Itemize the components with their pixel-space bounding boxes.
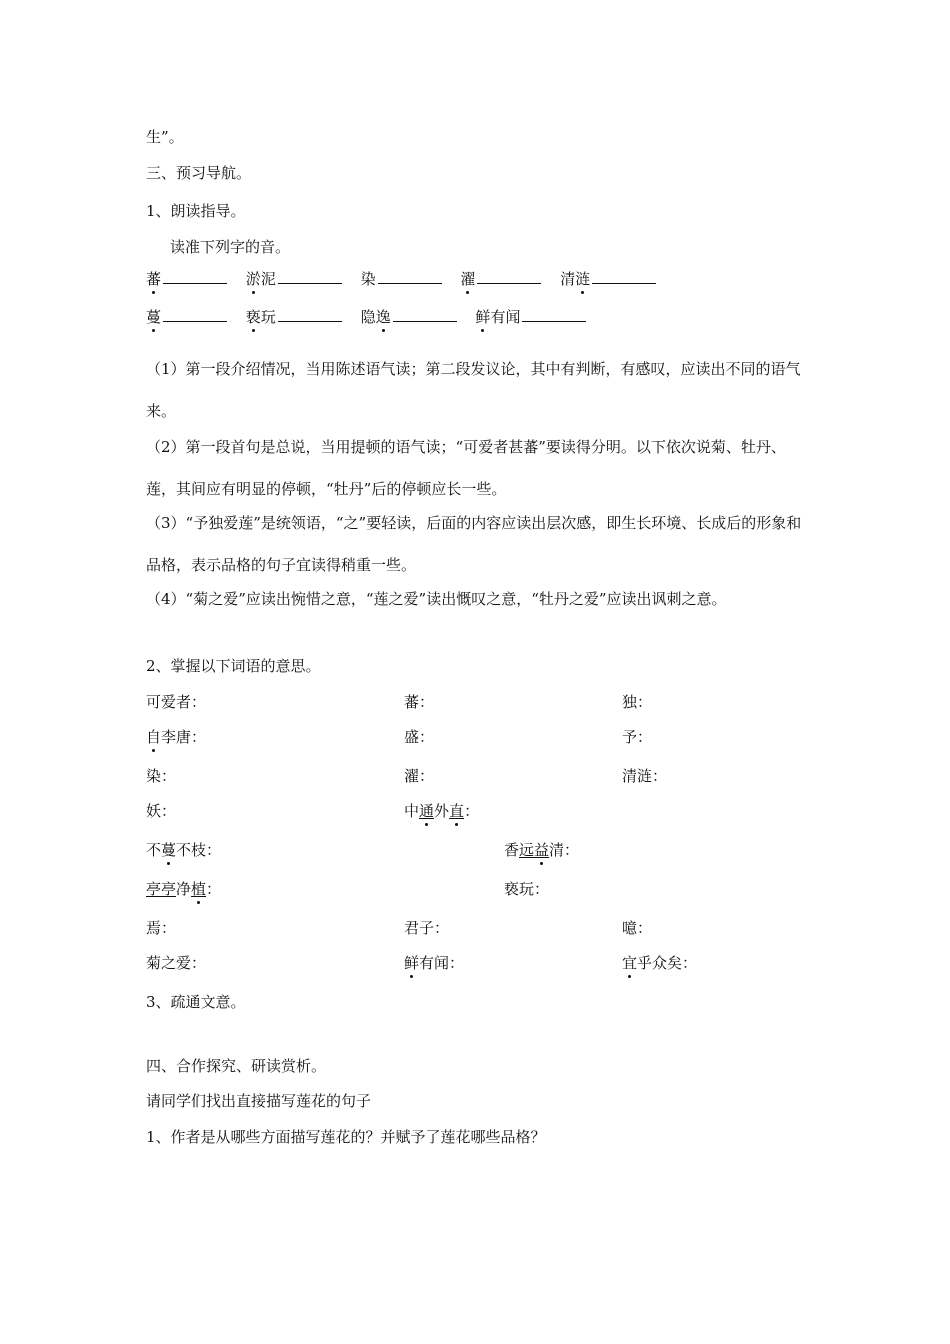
vocab-item: 焉： xyxy=(146,919,177,937)
vocab-section-title: 2、掌握以下词语的意思。 xyxy=(146,657,321,675)
vocab-item: 濯： xyxy=(404,767,435,785)
pron-word: 隐逸 xyxy=(360,308,391,326)
pron-word: 蔓 xyxy=(146,308,162,326)
pron-word: 濯 xyxy=(460,270,476,288)
question-1: 1、作者是从哪些方面描写莲花的？并赋予了莲花哪些品格？ xyxy=(146,1128,546,1146)
answer-blank[interactable] xyxy=(278,269,342,284)
answer-blank[interactable] xyxy=(522,307,586,322)
vocab-item: 妖： xyxy=(146,802,177,820)
answer-blank[interactable] xyxy=(393,307,457,322)
reading-note-1: （1）第一段介绍情况，当用陈述语气读；第二段发议论，其中有判断，有感叹，应读出不同的语气来。 xyxy=(146,360,801,420)
vocab-item: 可爱者： xyxy=(146,693,207,711)
pronunciation-lead: 读准下列字的音。 xyxy=(170,238,291,256)
pron-word: 蕃 xyxy=(146,270,162,288)
answer-blank[interactable] xyxy=(163,269,227,284)
section4-heading: 四、合作探究、研读赏析。 xyxy=(146,1057,327,1075)
pronunciation-row-2 xyxy=(146,307,600,327)
vocab-item: 盛： xyxy=(404,728,435,746)
pron-word: 淤泥 xyxy=(245,270,276,288)
reading-note-3: （3）“予独爱莲”是统领语，“之”要轻读，后面的内容应读出层次感，即生长环境、长成后的形象和品格，表示品格的句子宜读得稍重一些。 xyxy=(146,514,802,574)
vocab-item: 染： xyxy=(146,767,177,785)
pronunciation-row-1 xyxy=(146,269,670,289)
answer-blank[interactable] xyxy=(163,307,227,322)
vocab-item: 亭亭净植： xyxy=(146,880,222,898)
vocab-item: 菊之爱： xyxy=(146,954,207,972)
reading-guide-title: 1、朗读指导。 xyxy=(146,202,246,220)
reading-note-2: （2）第一段首句是总说，当用提顿的语气读；“可爱者甚蕃”要读得分明。以下依次说菊、牡丹、莲，其间应有明显的停顿，“牡丹”后的停顿应长一些。 xyxy=(146,438,786,498)
vocab-item: 蕃： xyxy=(404,693,435,711)
vocab-item: 宜乎众矣： xyxy=(622,954,698,972)
vocab-item: 予： xyxy=(622,728,653,746)
vocab-item: 鲜有闻： xyxy=(404,954,465,972)
vocab-item: 君子： xyxy=(404,919,450,937)
answer-blank[interactable] xyxy=(592,269,656,284)
pron-word: 染 xyxy=(360,270,376,288)
pron-word: 鲜有闻 xyxy=(475,308,521,326)
section4-lead: 请同学们找出直接描写莲花的句子 xyxy=(146,1092,372,1110)
vocab-item: 清涟： xyxy=(622,767,668,785)
pron-word: 清涟 xyxy=(560,270,591,288)
vocab-item: 噫： xyxy=(622,919,653,937)
vocab-item: 亵玩： xyxy=(504,880,550,898)
answer-blank[interactable] xyxy=(278,307,342,322)
pron-word: 亵玩 xyxy=(245,308,276,326)
intro-tail: 生”。 xyxy=(146,128,184,146)
answer-blank[interactable] xyxy=(378,269,442,284)
vocab-item: 不蔓不枝： xyxy=(146,841,222,859)
vocab-item: 自李唐： xyxy=(146,728,207,746)
vocab-item: 香远益清： xyxy=(504,841,580,859)
vocab-item: 独： xyxy=(622,693,653,711)
section3-heading: 三、预习导航。 xyxy=(146,164,252,182)
vocab-item: 中通外直： xyxy=(404,802,480,820)
translation-title: 3、疏通文意。 xyxy=(146,993,246,1011)
answer-blank[interactable] xyxy=(477,269,541,284)
reading-note-4: （4）“菊之爱”应读出惋惜之意，“莲之爱”读出慨叹之意，“牡丹之爱”应读出讽刺之意。 xyxy=(146,590,727,608)
